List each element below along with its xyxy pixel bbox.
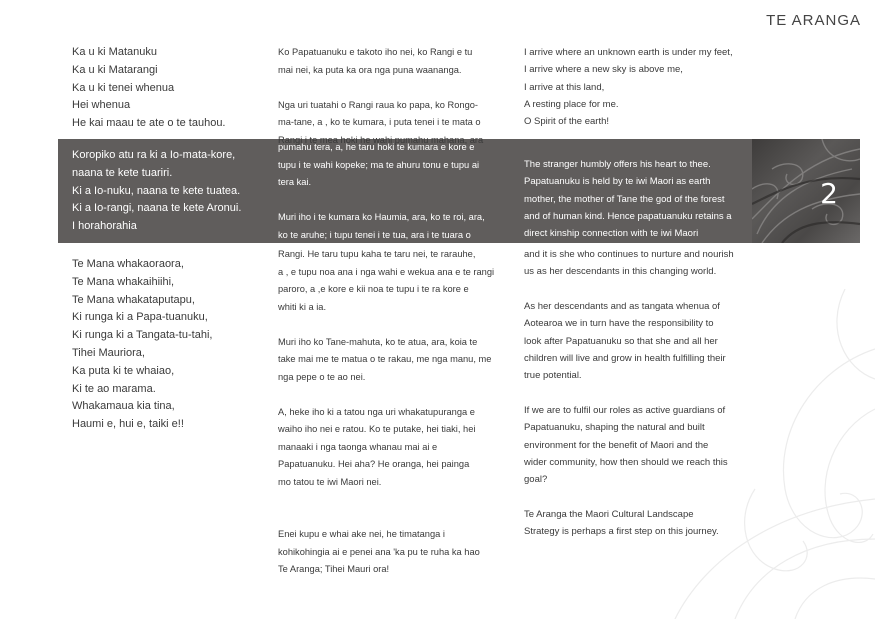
text-line: kohikohingia ai e penei ana 'ka pu te ruha ka hao bbox=[278, 546, 480, 557]
text-line: us as her descendants in this changing world. bbox=[524, 266, 717, 278]
text-line: environment for the benefit of Maori and the bbox=[524, 439, 709, 451]
verse-line: Ki te ao marama. bbox=[72, 382, 156, 395]
text-line: Ko Papatuanuku e takoto iho nei, ko Rangi e tu bbox=[278, 47, 473, 57]
column-2-top bbox=[278, 44, 498, 149]
text-line: whiti ki a ia. bbox=[278, 301, 327, 312]
text-line: Papatuanuku. Hei aha? He oranga, hei painga bbox=[278, 459, 470, 469]
text-line: pumahu tera, a, he taru hoki te kumara e kore e bbox=[278, 142, 475, 152]
column-2-band bbox=[278, 139, 498, 244]
verse-line: Ki a Io-nuku, naana te kete tuatea. bbox=[72, 184, 241, 197]
verse-line: Ka u ki tenei whenua bbox=[72, 81, 175, 94]
verse-line: He kai maau te ate o te tauhou. bbox=[72, 117, 226, 130]
verse-line: Whakamaua kia tina, bbox=[72, 400, 175, 413]
text-line: Enei kupu e whai ake nei, he timatanga i bbox=[278, 529, 445, 539]
verse-line: Te Mana whakataputapu, bbox=[72, 293, 195, 306]
text-line: a , e tupu noa ana i nga wahi e wekua ana e te rangi bbox=[278, 266, 495, 277]
chapter-number: 2 bbox=[820, 177, 838, 210]
translation-line: I arrive where an unknown earth is under my feet, bbox=[524, 47, 733, 58]
text-line: Muri iho i te kumara ko Haumia, ara, ko te roi, ara, bbox=[278, 212, 485, 222]
band-artwork bbox=[752, 139, 860, 243]
text-line: tupu i te wahi kopeke; ma te ahuru tonu e tupu ai bbox=[278, 159, 480, 170]
translation-line: The stranger humbly offers his heart to thee. bbox=[524, 159, 711, 170]
column-2-bottom bbox=[278, 246, 498, 579]
column-3-top bbox=[524, 44, 754, 130]
text-line: mai nei, ka puta ka ora nga puna waananga. bbox=[278, 64, 462, 75]
text-line: look after Papatuanuku so that she and all her bbox=[524, 335, 718, 347]
verse-line: Tihei Mauriora, bbox=[72, 346, 145, 359]
text-line: ma-tane, a , ko te kumara, i puta tenei i te mata o bbox=[278, 117, 481, 127]
verse-line: naana te kete tuariri. bbox=[72, 166, 173, 179]
translation-line: I arrive where a new sky is above me, bbox=[524, 64, 683, 76]
text-line: waiho iho nei e ratou. Ko te putake, hei tiaki, hei bbox=[278, 424, 476, 434]
spacer bbox=[278, 79, 498, 97]
spacer bbox=[524, 281, 754, 299]
verse-line: Ki runga ki a Papa-tuanuku, bbox=[72, 311, 208, 324]
text-line: paroro, a ,e kore e kii noa te tupu i te ra kore e bbox=[278, 284, 469, 294]
translation-line: and of human kind. Hence papatuanuku retains a bbox=[524, 210, 732, 222]
text-line: Strategy is perhaps a first step on this journey. bbox=[524, 526, 719, 538]
text-line: A, heke iho ki a tatou nga uri whakatupuranga e bbox=[278, 406, 475, 417]
verse-line: Koropiko atu ra ki a Io-mata-kore, bbox=[72, 149, 236, 161]
translation-line: A resting place for me. bbox=[524, 98, 619, 110]
verse-line: I horahorahia bbox=[72, 220, 137, 233]
translation-line: O Spirit of the earth! bbox=[524, 116, 610, 128]
verse-line: Ka u ki Matarangi bbox=[72, 63, 158, 76]
spacer bbox=[278, 192, 498, 210]
text-line: Rangi i te mea hoki he wahi pumahu mahana, ara bbox=[278, 134, 484, 145]
translation-line: Papatuanuku is held by te iwi Maori as earth bbox=[524, 176, 711, 188]
text-line: and it is she who continues to nurture and nourish bbox=[524, 249, 734, 260]
text-line: If we are to fulfil our roles as active guardians of bbox=[524, 405, 726, 417]
verse-line: Hei whenua bbox=[72, 99, 131, 112]
column-1-band bbox=[72, 147, 262, 236]
verse-line: Te Mana whakaoraora, bbox=[72, 258, 184, 270]
verse-line: Te Mana whakaihiihi, bbox=[72, 275, 175, 288]
text-line: Nga uri tuatahi o Rangi raua ko papa, ko Rongo- bbox=[278, 99, 479, 110]
page-header-title: TE ARANGA bbox=[766, 12, 861, 29]
translation-line: I arrive at this land, bbox=[524, 81, 605, 93]
text-line: wider community, how then should we reach this bbox=[524, 456, 728, 468]
text-line: true potential. bbox=[524, 370, 582, 382]
text-line: mo tatou te iwi Maori nei. bbox=[278, 476, 382, 487]
column-3-bottom bbox=[524, 246, 754, 541]
translation-line: direct kinship connection with te iwi Maori bbox=[524, 228, 699, 240]
text-line: Rangi. He taru tupu kaha te taru nei, te rarauhe, bbox=[278, 249, 476, 259]
column-1-top bbox=[72, 44, 262, 133]
text-line: nga pepe o te ao nei. bbox=[278, 371, 366, 382]
spacer bbox=[278, 491, 498, 509]
text-line: goal? bbox=[524, 474, 548, 486]
text-line: tera kai. bbox=[278, 177, 312, 187]
spacer bbox=[278, 509, 498, 527]
spacer bbox=[278, 386, 498, 404]
verse-line: Ki runga ki a Tangata-tu-tahi, bbox=[72, 329, 213, 342]
text-line: ko te aruhe; i tupu tenei i te tua, ara i te tuara o bbox=[278, 229, 471, 240]
column-3-band bbox=[524, 156, 754, 242]
koru-pattern-icon bbox=[752, 139, 860, 243]
text-line: children will live and grow in health fulfilling their bbox=[524, 352, 726, 364]
text-line: As her descendants and as tangata whenua of bbox=[524, 301, 720, 313]
text-line: Aotearoa we in turn have the responsibility to bbox=[524, 318, 714, 330]
verse-line: Ka puta ki te whaiao, bbox=[72, 364, 175, 377]
spacer bbox=[278, 316, 498, 334]
verse-line: Ka u ki Matanuku bbox=[72, 46, 157, 58]
verse-line: Ki a Io-rangi, naana te kete Aronui. bbox=[72, 202, 242, 215]
text-line: Papatuanuku, shaping the natural and built bbox=[524, 422, 705, 434]
text-line: Te Aranga the Maori Cultural Landscape bbox=[524, 509, 694, 521]
text-line: take mai me te matua o te rakau, me nga manu, me bbox=[278, 354, 492, 364]
text-line: Te Aranga; Tihei Mauri ora! bbox=[278, 564, 390, 574]
verse-line: Haumi e, hui e, taiki e!! bbox=[72, 418, 184, 431]
text-line: manaaki i nga taonga whanau mai ai e bbox=[278, 441, 438, 452]
spacer bbox=[524, 489, 754, 507]
column-1-bottom bbox=[72, 256, 262, 434]
spacer bbox=[524, 385, 754, 403]
text-line: Muri iho ko Tane-mahuta, ko te atua, ara, koia te bbox=[278, 336, 478, 347]
translation-line: mother, the mother of Tane the god of the forest bbox=[524, 193, 725, 205]
